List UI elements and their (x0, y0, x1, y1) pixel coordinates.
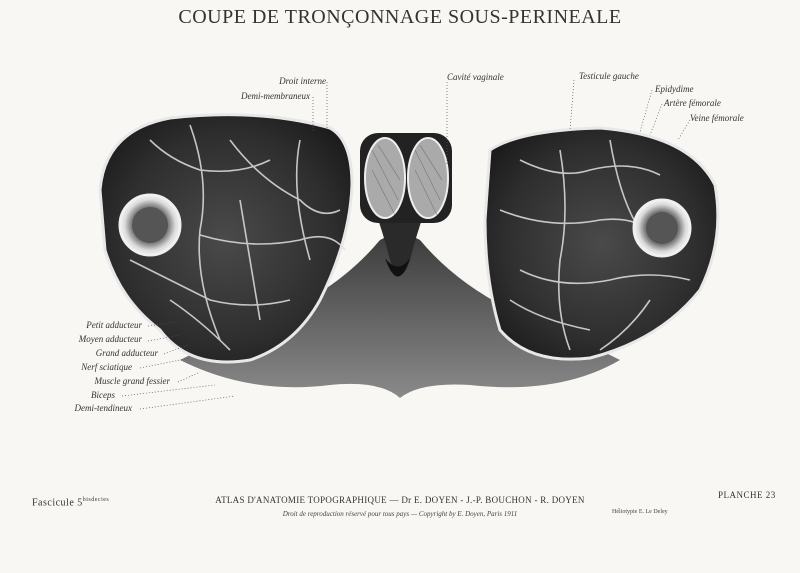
plate-title: COUPE DE TRONÇONNAGE SOUS-PERINEALE (178, 6, 622, 28)
label-testicule-gauche: Testicule gauche (579, 71, 639, 81)
fascicule-label (32, 497, 109, 508)
copyright-notice: Droit de reproduction réservé pour tous pays — Copyright by E. Doyen, Paris 1911 (282, 510, 518, 518)
testicles-section (360, 133, 452, 223)
fascicule-sup: bisdecies (82, 497, 110, 503)
planche-number: PLANCHE 23 (718, 490, 776, 500)
label-grand-adducteur: Grand adducteur (95, 348, 158, 358)
label-moyen-adducteur: Moyen adducteur (78, 334, 142, 344)
label-muscle-grand-fessier: Muscle grand fessier (94, 376, 170, 386)
label-petit-adducteur: Petit adducteur (86, 320, 142, 330)
label-artere-femorale: Artère fémorale (664, 98, 721, 108)
label-cavite-vaginale: Cavité vaginale (447, 72, 504, 82)
label-epidydime: Epidydime (655, 84, 694, 94)
label-demi-tendineux: Demi-tendineux (74, 403, 132, 413)
label-biceps: Biceps (91, 390, 115, 400)
label-veine-femorale: Veine fémorale (690, 113, 744, 123)
label-droit-interne: Droit interne (279, 76, 326, 86)
label-nerf-sciatique: Nerf sciatique (81, 362, 132, 372)
label-demi-membraneux: Demi-membraneux (241, 91, 310, 101)
fascicule-text: Fascicule 5 (32, 497, 83, 509)
atlas-credit: ATLAS D'ANATOMIE TOPOGRAPHIQUE — Dr E. DOYEN - J.-P. BOUCHON - R. DOYEN (215, 495, 585, 505)
printer-credit: Héliotypie E. Le Deley (612, 509, 668, 515)
